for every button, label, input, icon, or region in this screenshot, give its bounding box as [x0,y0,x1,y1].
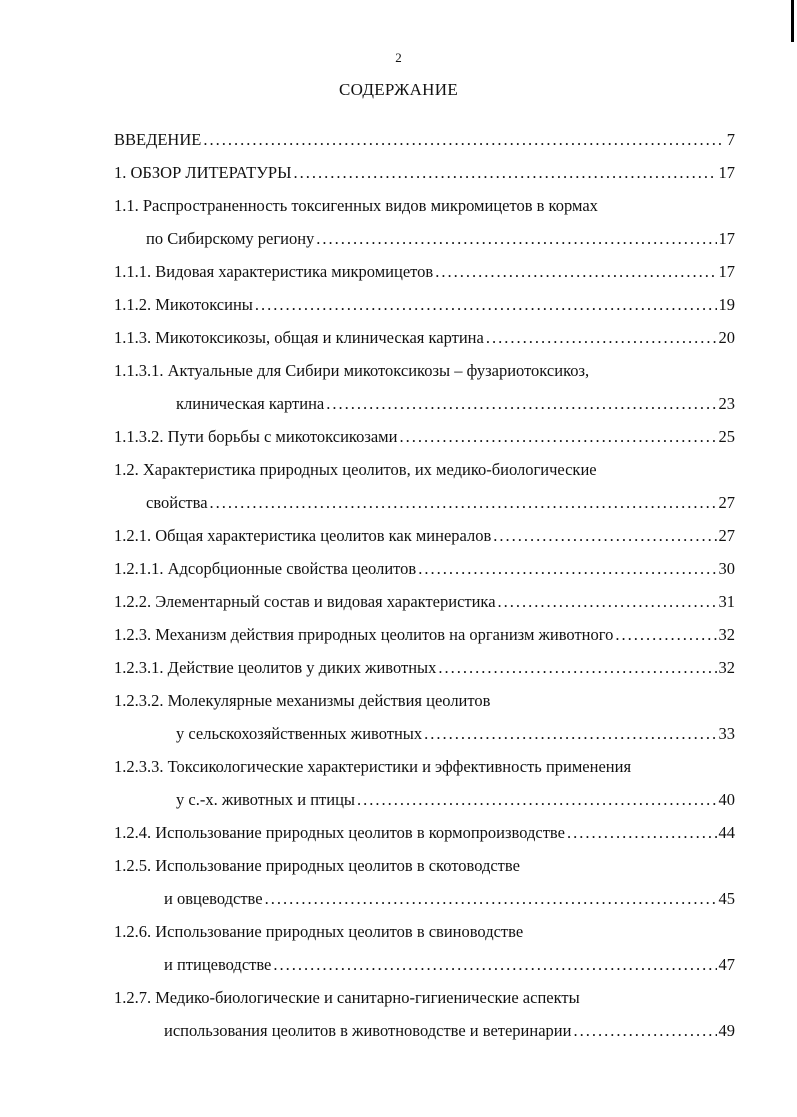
toc-entry-1-2-7: 1.2.7. Медико-биологические и санитарно-гигиенические аспекты [114,988,580,1007]
toc-entry-1-2-3: 1.2.3. Механизм действия природных цеолитов на организм животного ..... 32 [114,623,735,647]
page-title: СОДЕРЖАНИЕ [338,80,459,99]
toc-entry-1-1: 1.1. Распространенность токсигенных видов микромицетов в кормах [114,196,598,215]
toc-entry-1-2-1-1: 1.2.1.1. Адсорбционные свойства цеолитов ..... 30 [114,557,735,581]
toc-entry-1-2-3-2-cont: у сельскохозяйственных животных ..... 33 [176,722,735,746]
toc-entry-1-2: 1.2. Характеристика природных цеолитов, их медико-биологические [114,460,597,479]
toc-entry-1-2-3-3: 1.2.3.3. Токсикологические характеристики и эффективность применения [114,757,632,776]
toc-entry-1-1-1: 1.1.1. Видовая характеристика микромицетов ..... 17 [114,260,735,284]
toc-entry-1-2-cont: свойства ..... 27 [146,491,735,515]
toc-entry-1-1-3-1: 1.1.3.1. Актуальные для Сибири микотоксикозы – фузариотоксикоз, [114,361,590,380]
toc-entry-1-1-3-2: 1.1.3.2. Пути борьбы с микотоксикозами ..... 25 [114,425,735,449]
toc-entry-1-2-3-3-cont: у с.-х. животных и птицы ..... 40 [176,788,735,812]
toc-entry-1-2-5: 1.2.5. Использование природных цеолитов в скотоводстве [114,856,520,875]
toc-entry-1-2-3-1: 1.2.3.1. Действие цеолитов у диких животных ..... 32 [114,656,735,680]
page-number: 2 [395,50,402,65]
toc-entry-1-2-4: 1.2.4. Использование природных цеолитов в кормопроизводстве ..... 44 [114,821,735,845]
toc-entry-1-1-3-1-cont: клиническая картина ..... 23 [176,392,735,416]
toc-entry-1-2-2: 1.2.2. Элементарный состав и видовая характеристика ..... 31 [114,590,735,614]
toc-entry-introduction: ВВЕДЕНИЕ ..... 7 [114,128,735,152]
toc-entry-1-2-5-cont: и овцеводстве ..... 45 [164,887,735,911]
toc-entry-literature-review: 1. ОБЗОР ЛИТЕРАТУРЫ ..... 17 [114,161,735,185]
toc-entry-1-1-2: 1.1.2. Микотоксины ..... 19 [114,293,735,317]
toc-entry-1-2-3-2: 1.2.3.2. Молекулярные механизмы действия цеолитов [114,691,491,710]
toc-entry-1-2-6-cont: и птицеводстве ..... 47 [164,953,735,977]
toc-entry-1-2-6: 1.2.6. Использование природных цеолитов в свиноводстве [114,922,524,941]
toc-entry-1-1-3: 1.1.3. Микотоксикозы, общая и клиническая картина ..... 20 [114,326,735,350]
toc-entry-1-1-cont: по Сибирскому региону ..... 17 [146,227,735,251]
toc-entry-1-2-7-cont: использования цеолитов в животноводстве и ветеринарии ..... 49 [164,1019,735,1043]
toc-entry-1-2-1: 1.2.1. Общая характеристика цеолитов как минералов ..... 27 [114,524,735,548]
